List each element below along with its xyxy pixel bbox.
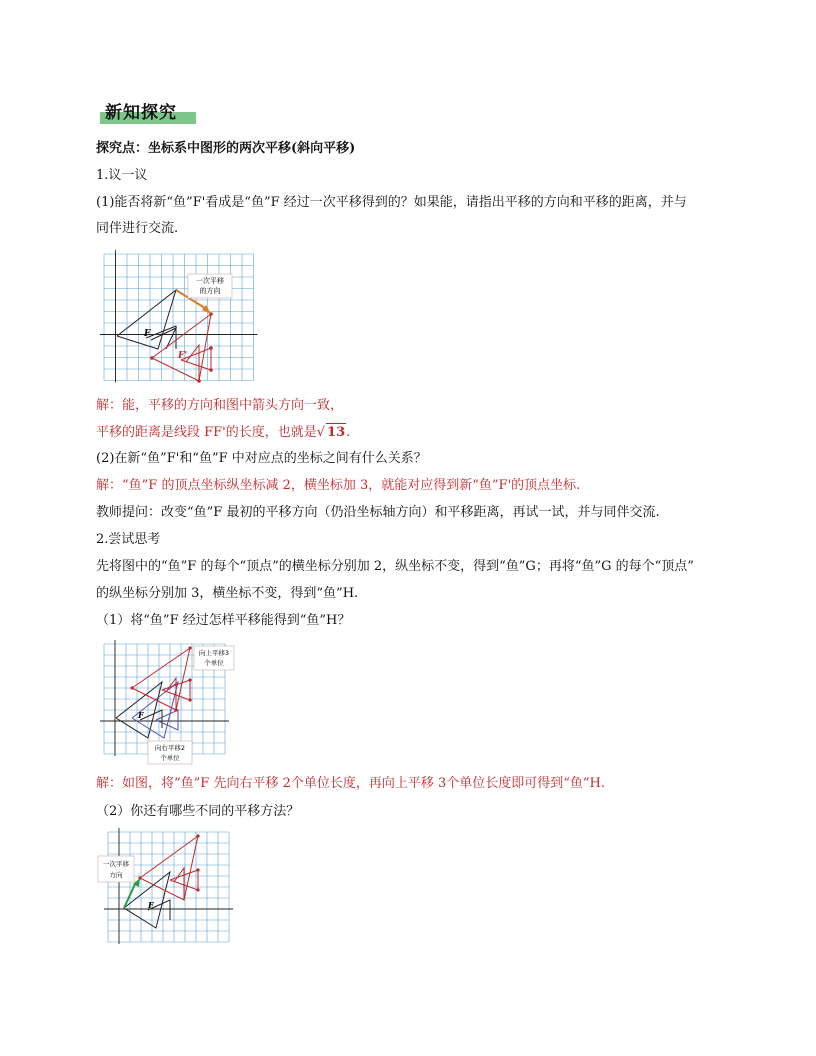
figure2-points	[130, 646, 191, 711]
figure2-annotation-top-line1: 向上平移3	[198, 649, 230, 657]
figure2-annotation-bottom-line1: 向右平移2	[154, 744, 186, 752]
figure3-annotation-line2: 方向	[109, 871, 123, 879]
figure1-grid	[100, 250, 258, 383]
figure1-annotation-line2: 的方向	[199, 287, 221, 295]
heading-text: 新知探究	[105, 103, 177, 123]
section1-title: 1.议一议	[96, 168, 148, 183]
explore-title: 探究点：坐标系中图形的两次平移(斜向平移)	[96, 141, 356, 156]
figure1-label-f: F	[144, 329, 151, 339]
figure1-coordinate-grid	[96, 248, 260, 386]
sqrt-radicand: 13	[327, 425, 346, 440]
figure3-label-f: F	[148, 900, 154, 910]
section-heading	[100, 98, 177, 123]
figure1-fish-fprime	[152, 314, 211, 381]
figure2-fish-h	[132, 648, 190, 710]
figure1-label-fprime: F'	[178, 351, 188, 361]
sqrt-expression: √ 13	[316, 425, 346, 440]
figure3-fish-h	[140, 836, 198, 900]
figure2-annotation-top-line2: 个单位	[204, 659, 224, 667]
figure2-annotation-bottom-line2: 个单位	[160, 754, 180, 762]
answer1-line2	[96, 423, 350, 442]
figure1-annotation-line1: 一次平移	[196, 277, 224, 285]
figure2-label-f: F	[138, 710, 144, 720]
paragraph2-line1: 先将图中的“鱼”F 的每个“顶点”的横坐标分别加 2，纵坐标不变，得到“鱼”G；再将“鱼”G 的每个“顶点”	[96, 559, 694, 574]
figure2-coordinate-grid	[96, 640, 238, 766]
teacher-prompt: 教师提问：改变“鱼”F 最初的平移方向（仍沿坐标轴方向）和平移距离，再试一试，并与同伴交流.	[96, 505, 660, 520]
answer2: 解：“鱼”F 的顶点坐标纵坐标减 2，横坐标加 3，就能对应得到新“鱼”F'的顶点坐标.	[96, 478, 581, 493]
section2-title: 2.尝试思考	[96, 532, 161, 547]
answer1-line2-suffix: .	[346, 425, 351, 440]
answer1-line2-prefix: 平移的距离是线段 FF'的长度，也就是	[96, 425, 317, 440]
question3: （1）将“鱼”F 经过怎样平移能得到“鱼”H？	[96, 613, 351, 628]
figure3-coordinate-grid	[96, 828, 248, 952]
figure1-fish-f	[117, 290, 176, 349]
answer3: 解：如图，将“鱼”F 先向右平移 2个单位长度，再向上平移 3个单位长度即可得到“鱼”H.	[96, 776, 606, 791]
figure3-annotation-line1: 一次平移	[103, 860, 129, 868]
paragraph2-line2: 的纵坐标分别加 3，横坐标不变，得到“鱼”H.	[96, 586, 359, 601]
question1-line2: 同伴进行交流.	[96, 221, 179, 236]
answer1-line1: 解：能，平移的方向和图中箭头方向一致，	[96, 398, 344, 413]
question1-line1: (1)能否将新“鱼”F'看成是“鱼”F 经过一次平移得到的？如果能，请指出平移的方向和平移的距离，并与	[96, 195, 687, 210]
question4: （2）你还有哪些不同的平移方法？	[96, 804, 300, 819]
figure3-grid	[104, 828, 233, 944]
question2: (2)在新“鱼”F'和“鱼”F 中对应点的坐标之间有什么关系？	[96, 451, 427, 466]
